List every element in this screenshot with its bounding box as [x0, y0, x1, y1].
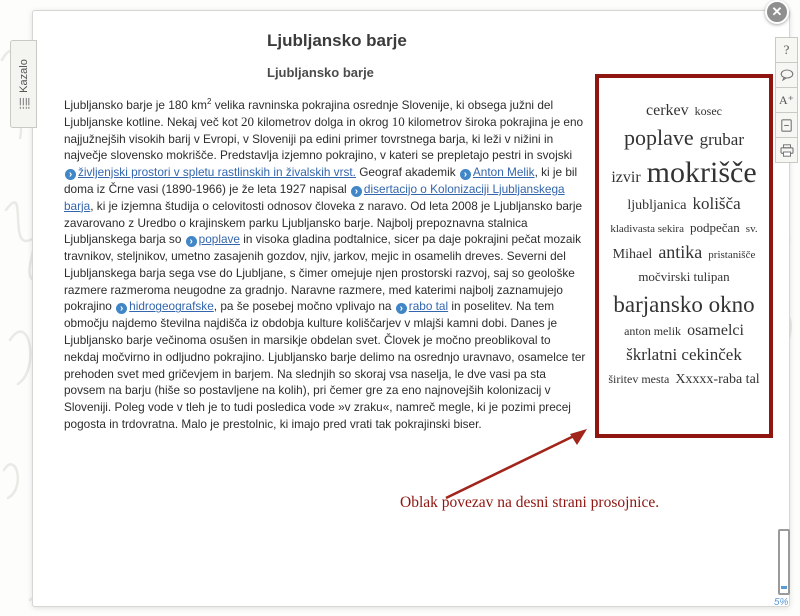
superscript: 2	[206, 97, 212, 106]
link-arrow-icon: ›	[116, 303, 127, 314]
page-title: Ljubljansko barje	[267, 31, 407, 50]
word-cloud-term[interactable]: pristanišče	[708, 248, 756, 261]
word-cloud-term[interactable]: kolišča	[692, 194, 741, 214]
word-cloud-line	[599, 155, 769, 190]
word-cloud-term[interactable]: podpečan	[689, 220, 740, 236]
annotation-caption: Oblak povezav na desni strani prosojnice.	[400, 494, 660, 511]
word-cloud-line	[599, 370, 769, 389]
comment-button[interactable]	[775, 62, 798, 88]
word-cloud-term[interactable]: poplave	[623, 124, 694, 150]
page-button[interactable]	[775, 112, 798, 138]
printer-icon	[780, 144, 794, 157]
word-cloud-term[interactable]: močvirski tulipan	[638, 268, 730, 284]
word-cloud-term[interactable]: mokrišče	[646, 155, 757, 189]
word-cloud-term[interactable]: škrlatni cekinček	[626, 344, 742, 364]
word-cloud-term[interactable]: širitev mesta	[608, 371, 670, 386]
word-cloud-line	[599, 268, 769, 287]
page-subtitle: Ljubljansko barje	[267, 65, 374, 80]
inline-link[interactable]: poplave	[198, 232, 240, 247]
link-arrow-icon: ›	[65, 169, 76, 180]
word-cloud-term[interactable]: cerkev	[646, 102, 689, 119]
progress-slider[interactable]	[778, 529, 790, 595]
right-toolbar	[775, 38, 798, 163]
word-cloud-term[interactable]: sv.	[745, 223, 758, 236]
inline-link[interactable]: disertacijo o Kolonizaciji Ljubljanskega barja	[64, 181, 565, 213]
annotation-arrow	[438, 422, 596, 504]
word-cloud-term[interactable]: antika	[658, 241, 703, 262]
inline-link[interactable]: življenjski prostori v spletu rastlinskih in živalskih vrst.	[78, 165, 356, 180]
link-arrow-icon: ›	[460, 169, 471, 180]
speech-bubble-icon	[780, 69, 794, 81]
word-cloud-term[interactable]: izvir	[611, 168, 641, 186]
font-increase-button[interactable]	[775, 87, 798, 113]
word-cloud-term[interactable]: kladivasta sekira	[610, 223, 684, 236]
kazalo-tab-inner	[18, 59, 30, 109]
help-icon: ?	[783, 42, 790, 57]
close-icon[interactable]: ✕	[765, 0, 789, 24]
kazalo-tab-label: Kazalo	[17, 59, 30, 93]
link-arrow-icon: ›	[396, 303, 407, 314]
word-cloud-term[interactable]: ljubljanica	[627, 198, 687, 214]
slide-modal	[32, 10, 790, 607]
word-cloud-term[interactable]: Xxxxx-raba tal	[675, 371, 760, 387]
kazalo-tab[interactable]	[10, 40, 37, 128]
inline-link[interactable]: Anton Melik	[472, 165, 535, 180]
word-cloud-line	[599, 125, 769, 151]
word-cloud-line	[599, 345, 769, 366]
word-cloud-box	[595, 74, 773, 438]
word-cloud-line	[599, 219, 769, 238]
article-paragraph: Ljubljansko barje je 180 $km^2$ velika ravninska pokrajina osrednje Slovenije, ki obsega južni del Ljubljanske kotline. Nekaj več kot 20 kilometrov dolga in okrog 10 kilometrov široka pokrajina je eno najjužnejših visokih barij v Evropi, v Sloveniji pa edini primer tovrstnega barja, ki leži v nižini in največje slovensko mokrišče. Predstavlja izjemno pokrajino, v kateri se prepletajo pestri in svojski › življenjski prostori v spletu rastlinskih in živalskih vrst. Geograf akademik › Anton Melik, ki je bil doma iz Črne vasi (1890-1966) je že leta 1927 napisal › disertacijo o Kolonizaciji Ljubljanskega barja, ki je izjemna študija o celovitosti odnosov človeka z naravo. Od leta 2008 je Ljubljansko barje zavarovano z Uredbo o krajinskem parku Ljubljansko barje. Najbolj prepoznavna stalnica Ljubljanskega barja so › poplave in visoka gladina podtalnice, sicer pa daje pokrajini pečat mozaik travnikov, steljnikov, umetno zasajenih gozdov, njiv, jarkov, mejic in osamelih dreves. Severni del Ljubljanskega barja sega vse do Ljubljane, s čimer omejuje njen prostorski razvoj, saj so geološke razmere razmeroma neugodne za gradnjo. Naravne razmere, med katerimi najbolj zaznamujejo pokrajino › hidrogeografske, pa še posebej močno vplivajo na › rabo tal in poselitev. Na tem območju najdemo številna najdišča iz obdobja kulture koliščarjev v mlajši kamni dobi. Danes je Ljubljansko barje večinoma osušen in marsikje obdelan svet. Človek je močno preoblikoval to nekdaj močvirno in odljudno pokrajino. Ljubljansko barje delimo na osrednjo uravnavo, osamelce ter prehoden svet med gričevjem in barjem. Na slednjih so skoraj vsa naselja, le dve vasi pa sta povsem na barju (hiše so postavljene na kolih), pri čemer gre za eno najnovejših kolonizacij v Sloveniji. Poleg vode v tleh je to tudi posledica vode »v zraku«, namreč megle, ki je pozimi precej pogosta in trdovratna. Malo je prestolnic, ki imajo pred vrati tak pokrajinski biser.	[64, 97, 586, 432]
print-button[interactable]	[775, 137, 798, 163]
word-cloud-line	[599, 102, 769, 121]
word-cloud-line	[599, 291, 769, 318]
help-button[interactable]	[775, 37, 798, 63]
word-cloud-line	[599, 194, 769, 215]
word-cloud-term[interactable]: grubar	[699, 129, 745, 149]
word-cloud-term[interactable]: barjansko okno	[613, 291, 755, 317]
word-cloud-term[interactable]: anton melik	[624, 323, 682, 338]
link-arrow-icon: ›	[186, 236, 197, 247]
word-cloud-term[interactable]: kosec	[694, 104, 722, 118]
serif-number: 10	[391, 113, 405, 129]
page-icon	[781, 119, 792, 132]
article	[64, 31, 624, 433]
list-icon	[18, 98, 29, 109]
font-increase-icon: A⁺	[779, 92, 794, 107]
link-arrow-icon: ›	[351, 186, 362, 197]
word-cloud-term[interactable]: Mihael	[612, 246, 653, 262]
word-cloud-line	[599, 322, 769, 341]
word-cloud-term[interactable]: osamelci	[687, 321, 744, 339]
progress-label: 5%	[774, 597, 789, 608]
inline-link[interactable]: hidrogeografske	[129, 299, 214, 314]
inline-link[interactable]: rabo tal	[408, 299, 449, 314]
word-cloud-line	[599, 242, 769, 264]
serif-number: 20	[241, 113, 255, 129]
progress-thumb[interactable]	[781, 586, 787, 589]
